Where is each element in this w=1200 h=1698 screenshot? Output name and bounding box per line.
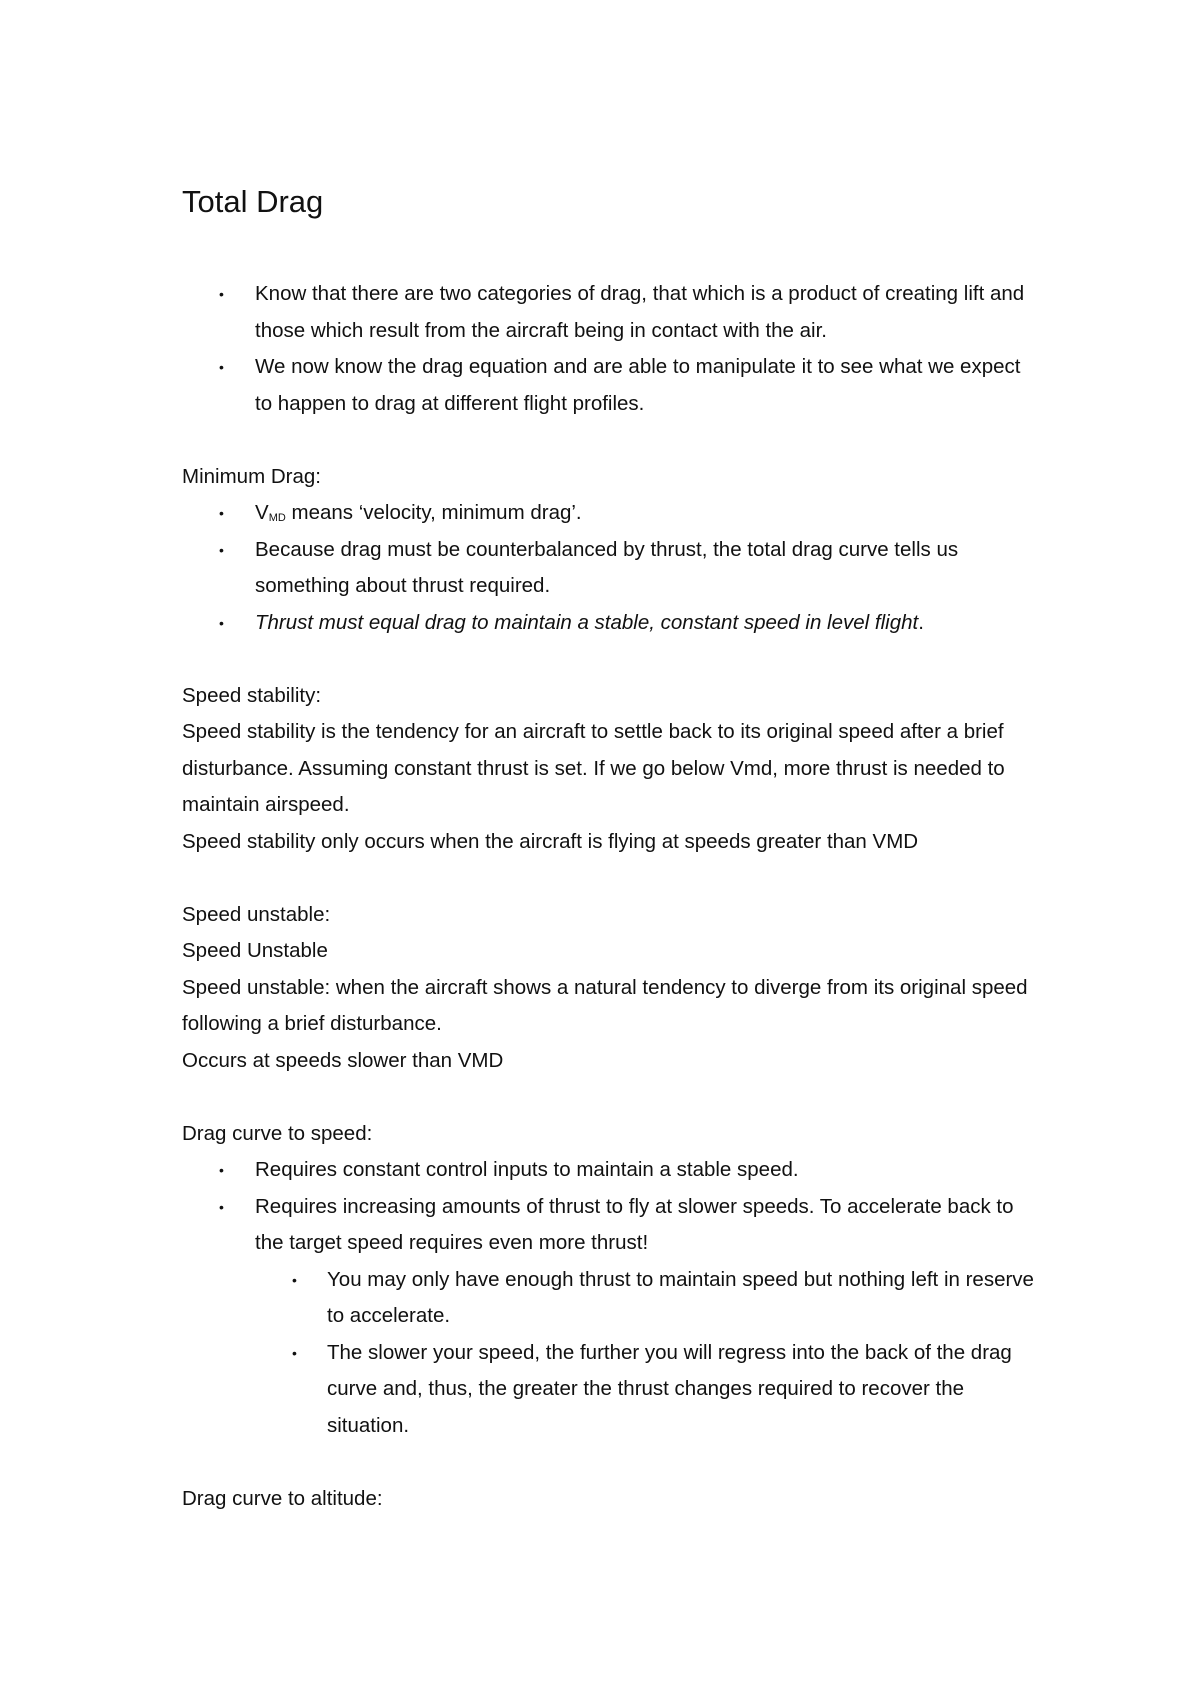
speed-stability-paragraph: Speed stability is the tendency for an aircraft to settle back to its original speed after a brief disturbance. Assuming constant thrust is set. If we go below Vmd, more thrust is needed to maintain airspeed. <box>182 720 1005 816</box>
list-item <box>182 1262 1042 1335</box>
list-item-text: Because drag must be counterbalanced by thrust, the total drag curve tells us something about thrust required. <box>255 537 959 597</box>
speed-stability-note: Speed stability only occurs when the aircraft is flying at speeds greater than VMD <box>182 829 919 853</box>
list-item <box>182 1189 1042 1262</box>
list-item-text: We now know the drag equation and are able to manipulate it to see what we expect to happen to drag at different flight profiles. <box>255 355 1021 415</box>
list-item-text: The slower your speed, the further you will regress into the back of the drag curve and, thus, the greater the thrust changes required to recover the situation. <box>327 1340 1012 1437</box>
vmd-symbol <box>255 501 286 524</box>
list-item <box>182 495 1042 532</box>
list-item-text-end: . <box>918 610 924 634</box>
paragraph-gap <box>182 422 1042 459</box>
intro-bullet-list <box>182 276 1042 422</box>
vmd-subscript: MD <box>268 512 286 524</box>
list-item <box>182 605 1042 642</box>
list-item-text: Requires increasing amounts of thrust to fly at slower speeds. To accelerate back to the target speed requires even more thrust! <box>255 1194 1014 1254</box>
bullet-icon: • <box>219 1198 224 1215</box>
paragraph-gap <box>182 860 1042 897</box>
page-title: Total Drag <box>182 184 324 219</box>
minimum-drag-bullet-list <box>182 495 1042 641</box>
bullet-icon: • <box>219 614 224 631</box>
list-item <box>182 1152 1042 1189</box>
drag-curve-speed-heading: Drag curve to speed: <box>182 1121 373 1145</box>
bullet-icon: • <box>219 286 224 302</box>
bullet-icon: • <box>219 359 224 375</box>
list-item-text: Know that there are two categories of drag, that which is a product of creating lift and those which result from the aircraft being in contact with the air. <box>255 282 1025 342</box>
vmd-letter: V <box>255 501 269 524</box>
speed-unstable-note: Occurs at speeds slower than VMD <box>182 1048 504 1072</box>
list-item-text: You may only have enough thrust to maintain speed but nothing left in reserve to accelerate. <box>327 1267 1034 1327</box>
speed-unstable-line: Speed Unstable <box>182 939 328 962</box>
drag-curve-speed-sub-bullet-list <box>182 1262 1042 1445</box>
list-item-text: means ‘velocity, minimum drag’. <box>285 501 582 524</box>
speed-unstable-definition: Speed unstable: when the aircraft shows a natural tendency to diverge from its original speed following a brief disturbance. <box>182 975 1028 1035</box>
list-item <box>182 1335 1042 1445</box>
paragraph-gap <box>182 1444 1042 1481</box>
list-item <box>182 276 1042 349</box>
drag-curve-altitude-heading: Drag curve to altitude: <box>182 1486 383 1510</box>
drag-curve-speed-bullet-list <box>182 1152 1042 1262</box>
list-item-text: Requires constant control inputs to maintain a stable speed. <box>255 1158 799 1181</box>
bullet-icon: • <box>219 505 224 521</box>
paragraph-gap <box>182 1079 1042 1116</box>
minimum-drag-heading: Minimum Drag: <box>182 464 321 488</box>
speed-unstable-heading: Speed unstable: <box>182 902 331 926</box>
speed-stability-heading: Speed stability: <box>182 683 322 707</box>
paragraph-gap <box>182 641 1042 678</box>
bullet-icon: • <box>292 1344 297 1361</box>
bullet-icon: • <box>219 541 224 558</box>
list-item-text-italic: Thrust must equal drag to maintain a stable, constant speed in level flight <box>255 610 919 634</box>
list-item <box>182 532 1042 605</box>
list-item <box>182 349 1042 422</box>
document-body <box>182 276 1042 1517</box>
bullet-icon: • <box>292 1271 297 1288</box>
bullet-icon: • <box>219 1162 224 1178</box>
